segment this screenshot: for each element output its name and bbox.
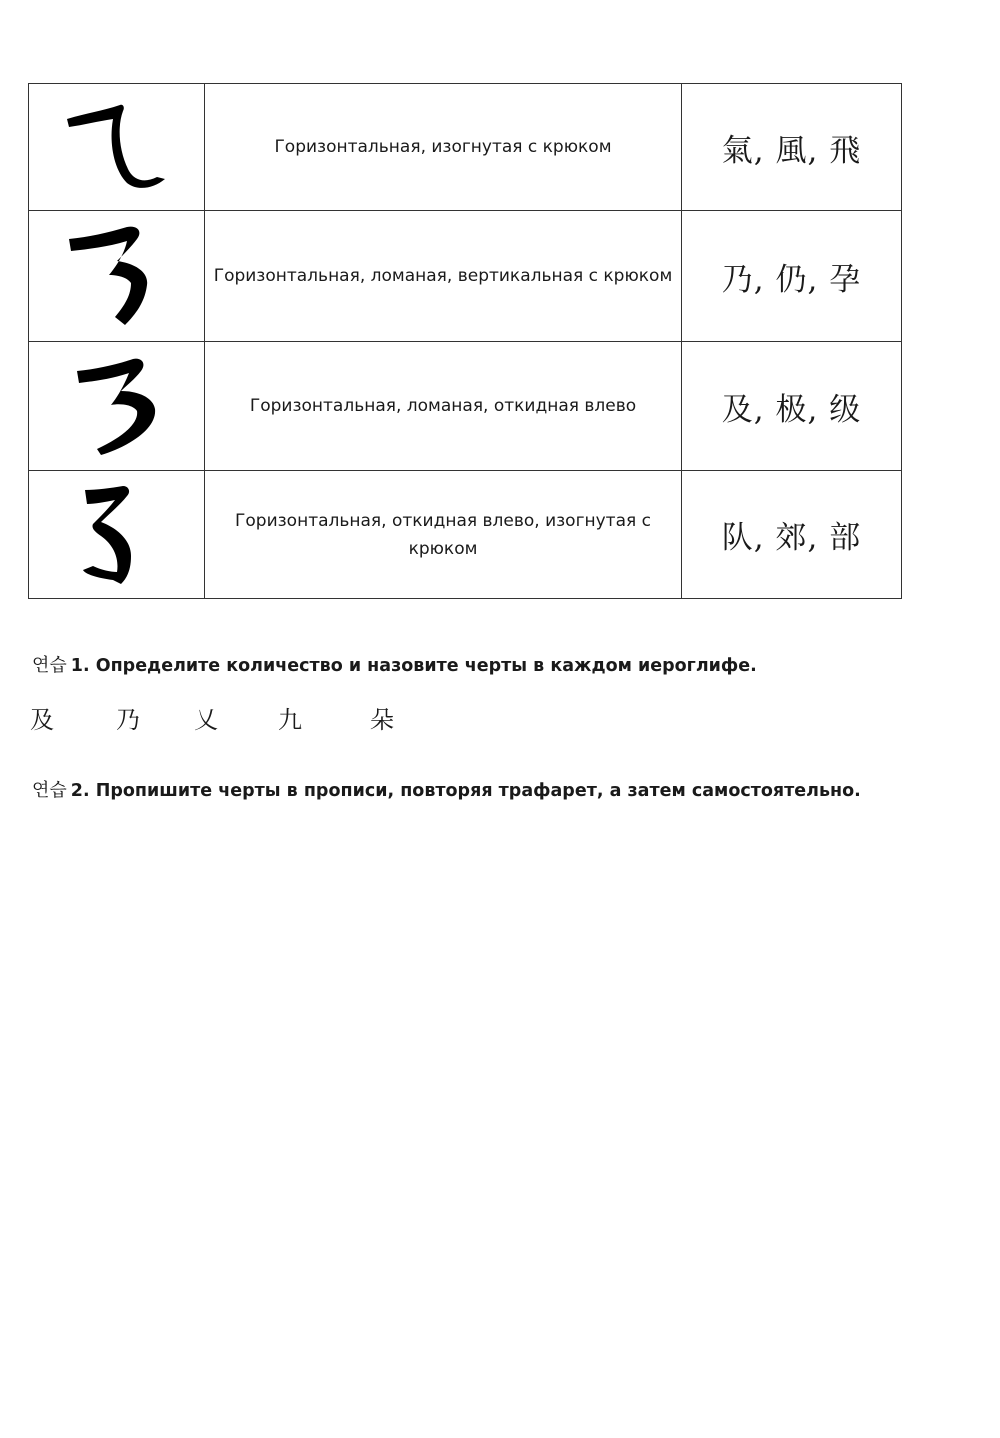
exercise-character: 九 bbox=[278, 706, 302, 734]
exercise-prefix: 연습 bbox=[32, 655, 67, 676]
table-row bbox=[29, 471, 902, 599]
exercise-character: 乂 bbox=[194, 706, 218, 734]
stroke-glyph-cell bbox=[29, 211, 205, 342]
exercise-1-heading bbox=[32, 651, 757, 677]
horizontal-left-falling-bent-hook-stroke-icon bbox=[57, 480, 177, 590]
exercise-prefix: 연습 bbox=[32, 780, 67, 801]
exercise-1-text: 1. Определите количество и назовите черты в каждом иероглифе. bbox=[70, 656, 757, 676]
exercise-2-text: 2. Пропишите черты в прописи, повторяя трафарет, а затем самостоятельно. bbox=[70, 781, 861, 801]
table-row bbox=[29, 342, 902, 471]
stroke-glyph-cell bbox=[29, 471, 205, 599]
stroke-description: Горизонтальная, изогнутая с крюком bbox=[205, 84, 682, 211]
exercise-character: 及 bbox=[30, 706, 54, 734]
exercise-character: 乃 bbox=[116, 706, 140, 734]
table-row bbox=[29, 84, 902, 211]
exercise-character: 朵 bbox=[370, 706, 394, 734]
horizontal-fold-left-falling-stroke-icon bbox=[57, 351, 177, 461]
exercise-2-heading bbox=[32, 776, 861, 802]
example-characters: 乃, 仍, 孕 bbox=[682, 211, 902, 342]
example-characters: 队, 郊, 部 bbox=[682, 471, 902, 599]
table-row bbox=[29, 211, 902, 342]
stroke-table bbox=[28, 83, 902, 599]
example-characters: 及, 极, 级 bbox=[682, 342, 902, 471]
horizontal-fold-vertical-hook-stroke-icon bbox=[57, 221, 177, 331]
example-characters: 氣, 風, 飛 bbox=[682, 84, 902, 211]
horizontal-bent-hook-stroke-icon bbox=[57, 97, 177, 197]
stroke-description: Горизонтальная, ломаная, откидная влево bbox=[205, 342, 682, 471]
stroke-glyph-cell bbox=[29, 342, 205, 471]
stroke-description: Горизонтальная, ломаная, вертикальная с крюком bbox=[205, 211, 682, 342]
stroke-glyph-cell bbox=[29, 84, 205, 211]
stroke-description: Горизонтальная, откидная влево, изогнутая с крюком bbox=[205, 471, 682, 599]
